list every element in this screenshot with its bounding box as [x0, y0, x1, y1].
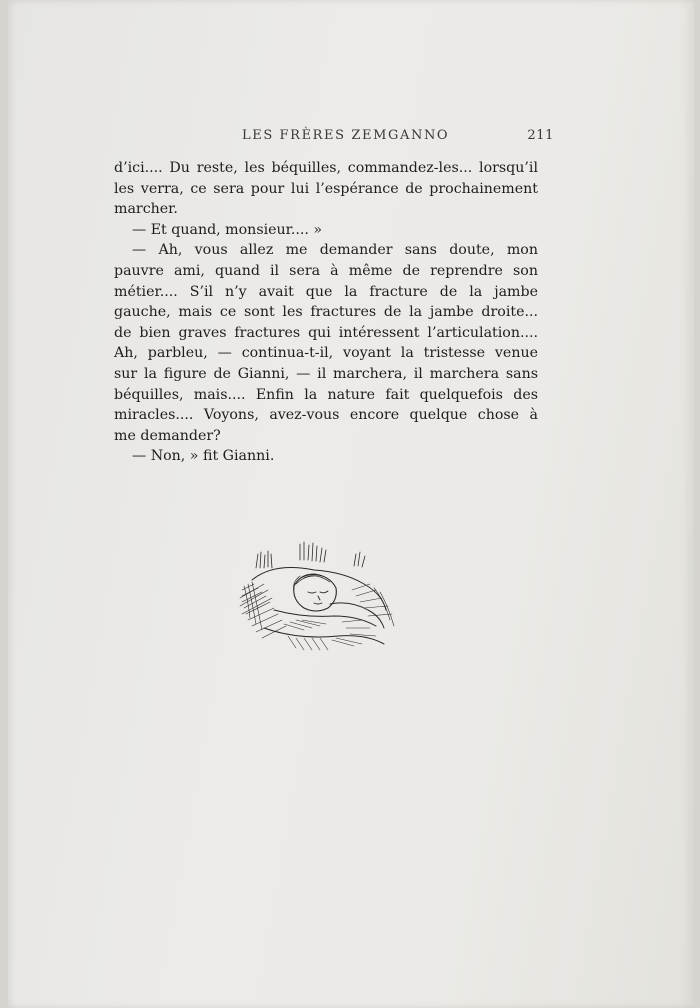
- text-line: — Non, » fit Gianni.: [132, 448, 275, 465]
- text-line: miracles.... Voyons, avez-vous encore quelque chose à: [114, 407, 538, 424]
- text-line: gauche, mais ce sont les fractures de la jambe droite...: [114, 304, 538, 321]
- text-line: béquilles, mais.... Enfin la nature fait quelquefois des: [114, 386, 538, 403]
- text-line: métier.... S’il n’y avait que la fracture de la jambe: [114, 283, 538, 300]
- text-line: me demander?: [114, 427, 221, 444]
- text-line: — Et quand, monsieur.... »: [132, 221, 323, 238]
- page-number: 211: [527, 128, 554, 143]
- sleeping-figure-illustration: [234, 540, 402, 658]
- text-line: sur la figure de Gianni, — il marchera, il marchera sans: [114, 365, 538, 382]
- page-header: [114, 128, 554, 148]
- body-text: [114, 158, 538, 467]
- text-line: de bien graves fractures qui intéressent l’articulation....: [114, 324, 538, 341]
- text-line: d’ici.... Du reste, les béquilles, commandez-les... lorsqu’il: [114, 160, 538, 176]
- text-line: pauvre ami, quand il sera à même de reprendre son: [114, 262, 538, 279]
- running-title: LES FRÈRES ZEMGANNO: [242, 128, 450, 143]
- text-line: marcher.: [114, 201, 178, 218]
- text-line: Ah, parbleu, — continua-t-il, voyant la tristesse venue: [114, 345, 538, 362]
- book-page: [8, 0, 694, 1008]
- text-line: les verra, ce sera pour lui l’espérance de prochainement: [114, 180, 538, 197]
- text-line: — Ah, vous allez me demander sans doute, mon: [132, 242, 538, 259]
